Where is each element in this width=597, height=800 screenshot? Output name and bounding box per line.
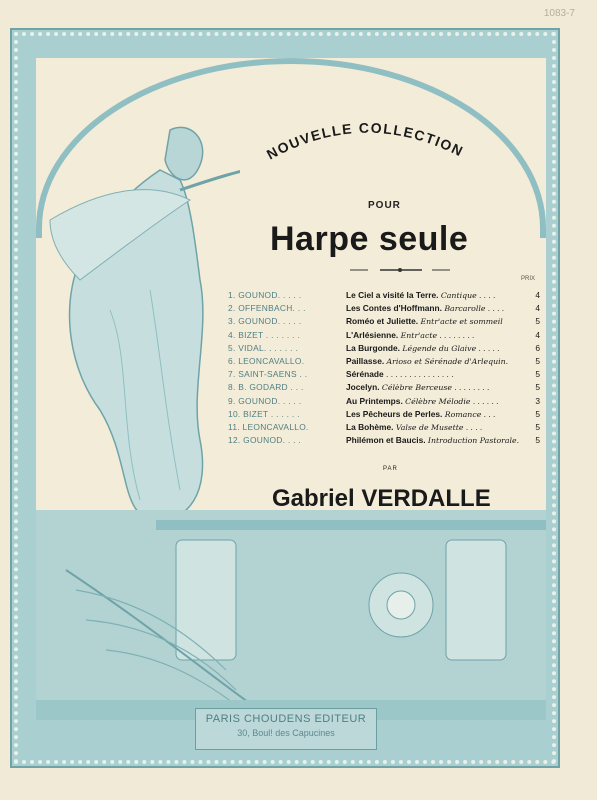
- list-item: [228, 395, 538, 408]
- piece-title: [346, 329, 524, 342]
- pour-label: POUR: [368, 200, 401, 211]
- piece-price: 3: [535, 395, 540, 406]
- piece-title: [346, 408, 524, 421]
- leader-dots: . . . . . . . .: [437, 329, 475, 340]
- piece-price: 4: [535, 329, 540, 340]
- piece-title: [346, 368, 524, 381]
- list-item: [228, 329, 538, 342]
- list-item: [228, 289, 538, 302]
- piece-main-title: Jocelyn.: [346, 382, 380, 393]
- piece-subtitle: Valse de Musette: [395, 422, 464, 432]
- publisher-name: PARIS CHOUDENS EDITEUR: [205, 713, 367, 725]
- leader-dots: . . . . . . . .: [452, 382, 490, 393]
- composer-name: 10. BIZET . . . . . .: [228, 408, 300, 419]
- piece-title: [346, 355, 524, 368]
- piece-main-title: Le Ciel a visité la Terre.: [346, 290, 439, 300]
- piece-price: 5: [535, 369, 540, 380]
- publisher-plate: [195, 708, 377, 750]
- composer-name: 2. OFFENBACH. . .: [228, 303, 306, 314]
- composer-name: 4. BIZET . . . . . . .: [228, 329, 301, 340]
- piece-price: 5: [535, 421, 540, 432]
- collection-banner: [250, 100, 520, 200]
- piece-main-title: Roméo et Juliette.: [346, 316, 419, 327]
- divider-ornament: [350, 266, 450, 274]
- piece-main-title: L'Arlésienne.: [346, 329, 399, 340]
- composer-name: 3. GOUNOD. . . . .: [228, 316, 302, 327]
- list-item: [228, 381, 538, 394]
- piece-subtitle: Légende du Glaive: [402, 343, 477, 353]
- leader-dots: . . . .: [476, 290, 496, 300]
- leader-dots: . . . . . .: [470, 395, 499, 406]
- piece-title: [346, 381, 524, 394]
- piece-main-title: Les Contes d'Hoffmann.: [346, 303, 442, 314]
- piece-title: [346, 342, 524, 355]
- piece-title: [346, 302, 524, 315]
- piece-price: 5: [535, 408, 540, 419]
- composer-name: 9. GOUNOD. . . . .: [228, 395, 302, 406]
- composer-name: 6. LEONCAVALLO.: [228, 355, 305, 366]
- collection-title: NOUVELLE COLLECTION: [263, 119, 467, 163]
- piece-main-title: La Bohème.: [346, 421, 394, 432]
- list-item: [228, 434, 538, 447]
- piece-subtitle: Romance: [444, 409, 482, 419]
- piece-subtitle: Célèbre Mélodie: [405, 396, 471, 406]
- leader-dots: . . . . .: [476, 342, 500, 353]
- leader-dots: . . . . . . . . . . . . . . .: [386, 369, 454, 380]
- piece-subtitle: Arioso et Sérénade d'Arlequin.: [386, 356, 509, 366]
- piece-subtitle: Célèbre Berceuse: [381, 383, 453, 393]
- par-label: PAR: [383, 466, 398, 472]
- publisher-address: 30, Boul! des Capucines: [237, 728, 335, 738]
- piece-price: 5: [535, 316, 540, 327]
- piece-price: 5: [535, 435, 540, 446]
- piece-main-title: Les Pêcheurs de Perles.: [346, 408, 443, 419]
- piece-main-title: Philémon et Baucis.: [346, 435, 426, 446]
- piece-price: 5: [535, 382, 540, 393]
- piece-main-title: Paillasse.: [346, 355, 385, 366]
- list-item: [228, 342, 538, 355]
- composer-name: 1. GOUNOD. . . . .: [228, 290, 302, 300]
- piece-title: [346, 395, 524, 408]
- piece-title: [346, 434, 524, 447]
- piece-price: 4: [535, 290, 540, 300]
- author-name: Gabriel VERDALLE: [272, 485, 491, 512]
- composer-name: 7. SAINT-SAENS . .: [228, 369, 308, 380]
- muse-figure-illustration: [40, 110, 240, 530]
- main-title: Harpe seule: [270, 220, 469, 258]
- list-item: [228, 368, 538, 381]
- piece-main-title: La Burgonde.: [346, 342, 400, 353]
- list-item: [228, 302, 538, 315]
- list-item: [228, 355, 538, 368]
- leader-dots: . . . .: [485, 303, 505, 314]
- piece-list: [228, 289, 538, 447]
- piece-subtitle: Cantique: [440, 291, 477, 300]
- piece-price: 4: [535, 303, 540, 314]
- piece-title: [346, 315, 524, 328]
- archive-mark: 1083-7: [543, 8, 575, 19]
- piece-title: [346, 421, 524, 434]
- price-header: PRIX: [521, 276, 536, 282]
- piece-price: 6: [535, 342, 540, 353]
- piece-price: 5: [535, 355, 540, 366]
- piece-title: [346, 289, 524, 302]
- piece-main-title: Au Printemps.: [346, 395, 403, 406]
- piece-subtitle: Barcarolle: [444, 304, 486, 314]
- piece-main-title: Sérénade: [346, 369, 384, 380]
- piece-subtitle: Entr'acte et sommeil: [420, 317, 503, 327]
- composer-name: 5. VIDAL. . . . . . .: [228, 342, 299, 353]
- composer-name: 8. B. GODARD . . .: [228, 382, 304, 393]
- list-item: [228, 315, 538, 328]
- composer-name: 12. GOUNOD. . . .: [228, 435, 302, 446]
- list-item: [228, 408, 538, 421]
- piece-subtitle: Introduction Pastorale.: [427, 436, 520, 446]
- list-item: [228, 421, 538, 434]
- composer-name: 11. LEONCAVALLO.: [228, 421, 309, 432]
- piece-subtitle: Entr'acte: [400, 330, 438, 340]
- balustrade-palm-ornament: [36, 510, 546, 720]
- leader-dots: . . .: [481, 408, 496, 419]
- leader-dots: . . . .: [463, 421, 483, 432]
- svg-text:NOUVELLE COLLECTION: [264, 120, 467, 163]
